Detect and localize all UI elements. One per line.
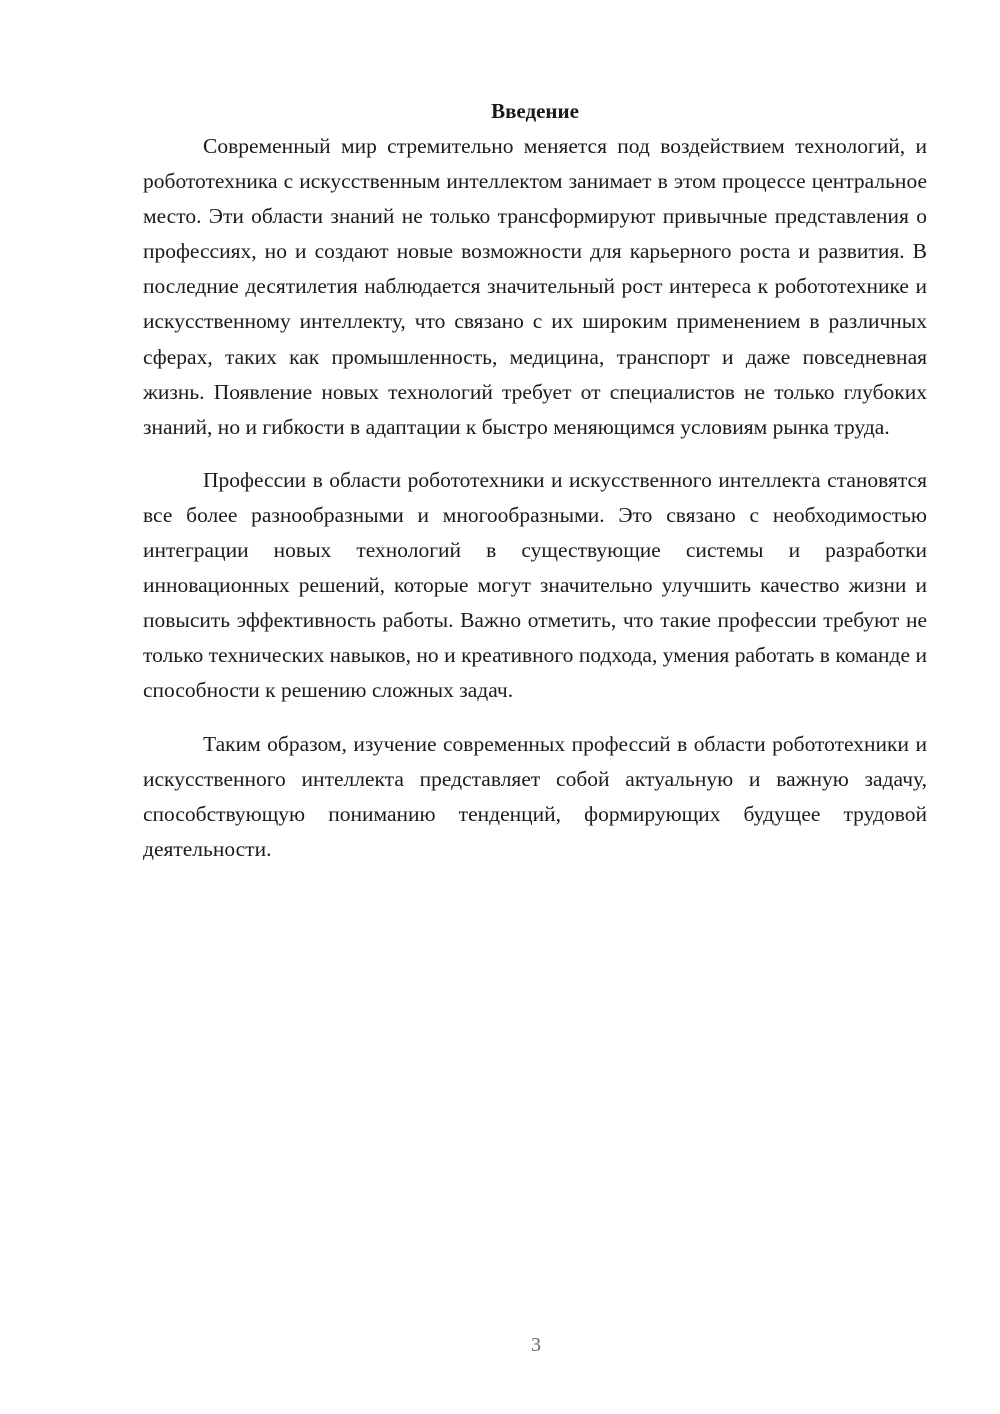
section-title: Введение (491, 99, 579, 123)
page-number: 3 (531, 1334, 541, 1356)
paragraph-3: Таким образом, изучение современных профессий в области робототехники и искусственного интеллекта представляет собой актуальную и важную задачу, способствующую пониманию тенденций, формирующих будущее трудовой деятельности. (143, 731, 927, 861)
page-content (143, 94, 927, 867)
paragraph-1: Современный мир стремительно меняется под воздействием технологий, и робототехника с искусственным интеллектом занимает в этом процессе центральное место. Эти области знаний не только трансформируют привычные представления о профессиях, но и создают новые возможности для карьерного роста и развития. В последние десятилетия наблюдается значительный рост интереса к робототехнике и искусственному интеллекту, что связано с их широким применением в различных сферах, таких как промышленность, медицина, транспорт и даже повседневная жизнь. Появление новых технологий требует от специалистов не только глубоких знаний, но и гибкости в адаптации к быстро меняющимся условиям рынка труда. (143, 134, 927, 439)
paragraph-2: Профессии в области робототехники и искусственного интеллекта становятся все более разнообразными и многообразными. Это связано с необходимостью интеграции новых технологий в существующие системы и разработки инновационных решений, которые могут значительно улучшить качество жизни и повысить эффективность работы. Важно отметить, что такие профессии требуют не только технических навыков, но и креативного подхода, умения работать в команде и способности к решению сложных задач. (143, 467, 927, 703)
